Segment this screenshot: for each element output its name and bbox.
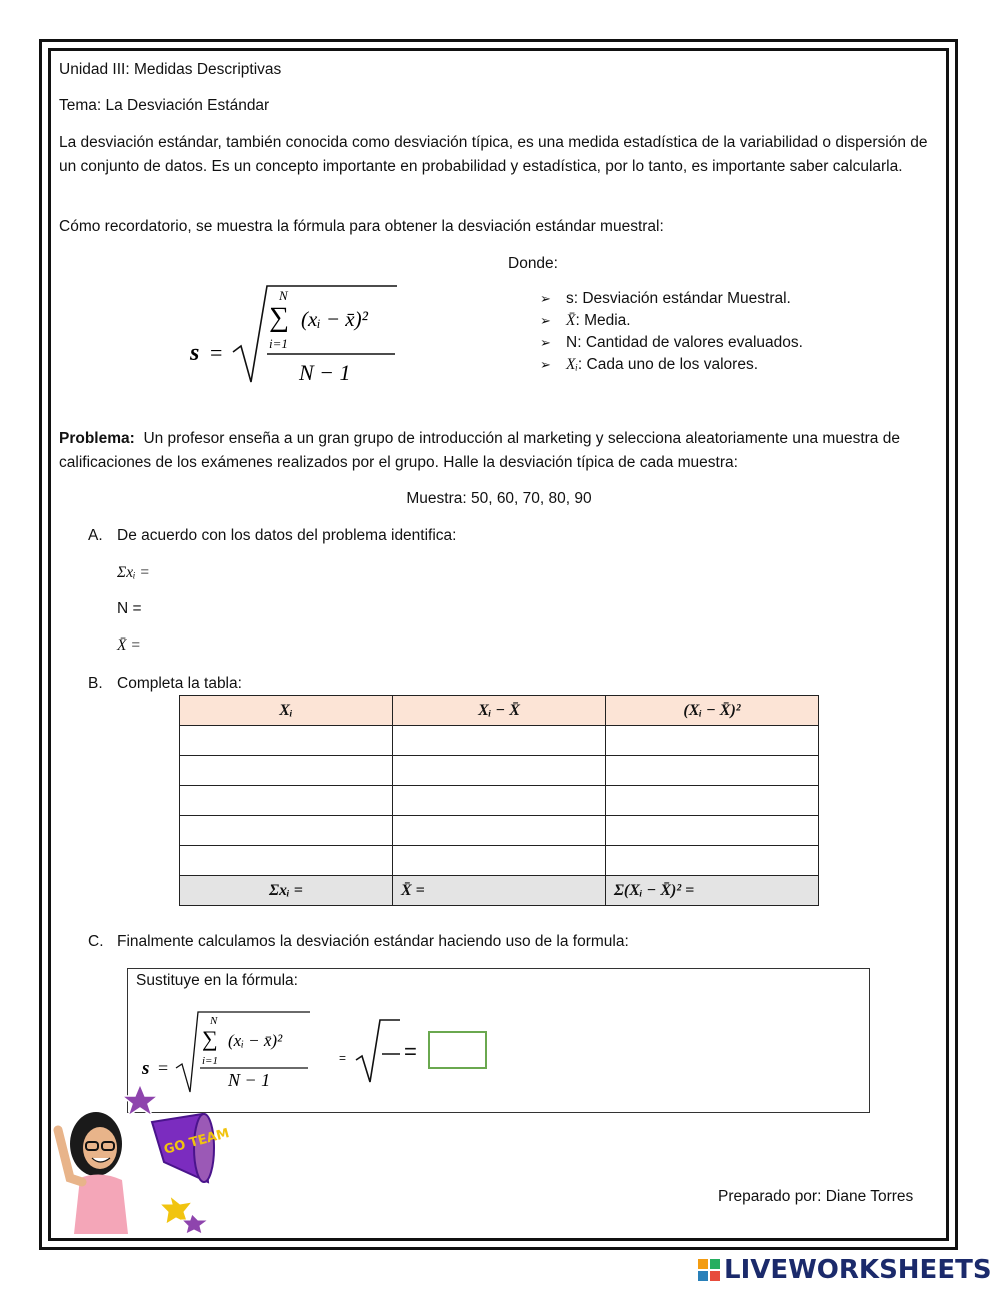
table-cell[interactable] <box>393 726 606 756</box>
table-cell[interactable] <box>393 816 606 846</box>
table-cell[interactable] <box>180 726 393 756</box>
formula-s: s <box>190 340 200 366</box>
formula-equals: = <box>210 340 223 365</box>
formula-sum-top: N <box>279 288 288 303</box>
formula-denominator: N − 1 <box>299 360 351 385</box>
intro-paragraph: La desviación estándar, también conocida como desviación típica, es una medida estadística de la variabilidad o dispersión de un conjunto de datos. Es un concepto importante en probabilidad y estadística, por lo tanto, es importante saber calcularla. <box>59 134 928 175</box>
table-cell[interactable] <box>393 756 606 786</box>
section-c-title: Finalmente calculamos la desviación estándar haciendo uso de la formula: <box>117 933 629 950</box>
topic-title: Tema: La Desviación Estándar <box>59 97 270 114</box>
table-cell[interactable] <box>180 816 393 846</box>
character-face <box>83 1127 117 1169</box>
star-icon <box>122 1084 158 1116</box>
table-cell[interactable] <box>606 756 819 786</box>
legend-item: ➢ N: Cantidad de valores evaluados. <box>540 332 803 354</box>
legend-list <box>540 288 803 376</box>
sample-values: Muestra: 50, 60, 70, 80, 90 <box>406 490 592 507</box>
problem-text: Un profesor enseña a un gran grupo de introducción al marketing y selecciona aleatoriamente una muestra de calificaciones de los exámenes realizados por el grupo. Halle la desviación típica de cada muestra: <box>59 430 900 471</box>
svg-text:∑: ∑ <box>202 1026 218 1051</box>
equals-big: = <box>404 1039 417 1064</box>
mean-label: X̄ = <box>117 637 141 654</box>
liveworksheets-brand[interactable]: LIVEWORKSHEETS <box>724 1255 992 1285</box>
table-cell[interactable] <box>180 786 393 816</box>
table-totals-row <box>180 876 819 906</box>
svg-text:i=1: i=1 <box>202 1055 218 1067</box>
arrow-bullet-icon: ➢ <box>540 335 551 350</box>
table-cell[interactable] <box>606 726 819 756</box>
table-cell[interactable] <box>606 846 819 876</box>
section-a-title: De acuerdo con los datos del problema identifica: <box>117 527 457 544</box>
empty-root-symbol <box>354 1018 404 1088</box>
equals-small: = <box>339 1051 347 1065</box>
total-sum-xi[interactable]: Σxᵢ = <box>180 876 393 906</box>
table-cell[interactable] <box>393 786 606 816</box>
table-cell[interactable] <box>180 756 393 786</box>
header-xi-minus-mean: Xᵢ − X̄ <box>393 696 606 726</box>
arrow-bullet-icon: ➢ <box>540 313 551 328</box>
liveworksheets-logo-icon <box>698 1259 720 1281</box>
svg-text:s: s <box>142 1058 150 1079</box>
legend-heading: Donde: <box>508 255 558 272</box>
std-dev-formula <box>185 282 405 392</box>
deviation-table <box>179 695 819 906</box>
table-row <box>180 726 819 756</box>
n-label: N = <box>117 600 142 617</box>
table-cell[interactable] <box>180 846 393 876</box>
reminder-text: Cómo recordatorio, se muestra la fórmula para obtener la desviación estándar muestral: <box>59 218 664 235</box>
formula-term: (xᵢ − x̄)² <box>301 307 368 331</box>
table-cell[interactable] <box>606 786 819 816</box>
arrow-bullet-icon: ➢ <box>540 291 551 306</box>
header-squared-deviation: (Xᵢ − X̄)² <box>606 696 819 726</box>
megaphone-text: GO TEAM <box>162 1125 232 1158</box>
problem-paragraph <box>59 427 929 475</box>
table-row <box>180 846 819 876</box>
svg-text:=: = <box>158 1058 169 1078</box>
section-b-title: Completa la tabla: <box>117 675 242 692</box>
formula-sum-bottom: i=1 <box>269 336 288 351</box>
problem-label: Problema: <box>59 430 135 447</box>
section-a-letter: A. <box>88 527 103 544</box>
table-row <box>180 756 819 786</box>
arrow-bullet-icon: ➢ <box>540 357 551 372</box>
legend-item: ➢ X̄: Media. <box>540 310 803 332</box>
svg-text:N − 1: N − 1 <box>228 1070 271 1090</box>
table-cell[interactable] <box>393 846 606 876</box>
svg-text:(xᵢ − x̄)²: (xᵢ − x̄)² <box>228 1031 283 1050</box>
total-mean[interactable]: X̄ = <box>393 876 606 906</box>
table-cell[interactable] <box>606 816 819 846</box>
table-row <box>180 816 819 846</box>
substitution-label: Sustituye en la fórmula: <box>136 972 298 989</box>
legend-item: ➢ Xᵢ: Cada uno de los valores. <box>540 354 803 376</box>
author-credit: Preparado por: Diane Torres <box>718 1188 914 1205</box>
total-sum-squares[interactable]: Σ(Xᵢ − X̄)² = <box>606 876 819 906</box>
legend-item: ➢ s: Desviación estándar Muestral. <box>540 288 803 310</box>
section-b-letter: B. <box>88 675 103 692</box>
table-row <box>180 786 819 816</box>
go-team-sticker <box>52 1078 232 1238</box>
section-c-letter: C. <box>88 933 104 950</box>
answer-input-box[interactable] <box>428 1031 487 1069</box>
formula-sigma: ∑ <box>269 302 289 333</box>
unit-title: Unidad III: Medidas Descriptivas <box>59 61 282 78</box>
table-header-row <box>180 696 819 726</box>
header-xi: Xᵢ <box>180 696 393 726</box>
svg-text:N: N <box>210 1015 218 1027</box>
sum-xi-label: Σxᵢ = <box>117 564 150 581</box>
